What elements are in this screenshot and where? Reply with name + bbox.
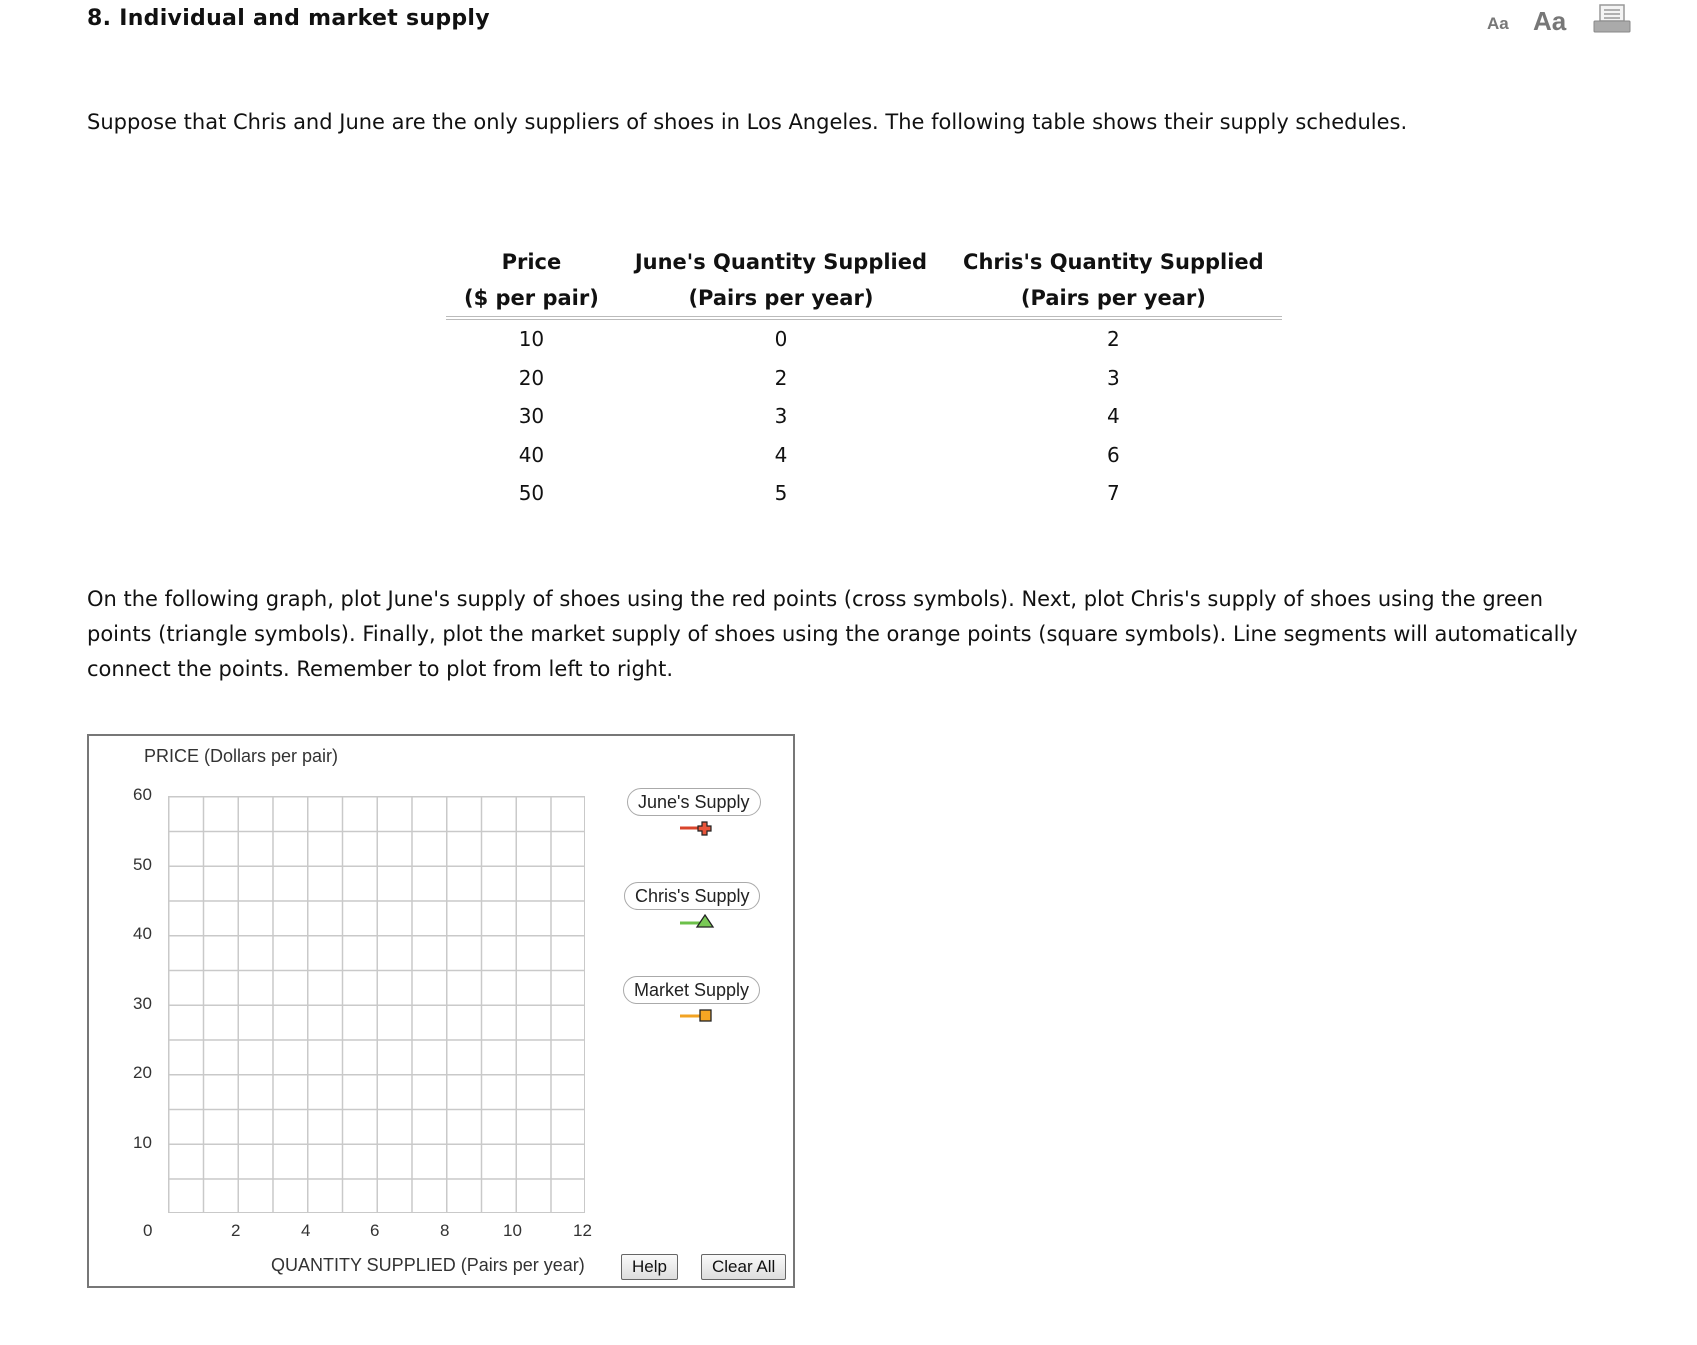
intro-text: Suppose that Chris and June are the only suppliers of shoes in Los Angeles. The following table shows their supply schedules. xyxy=(87,110,1408,134)
x-axis-label: QUANTITY SUPPLIED (Pairs per year) xyxy=(271,1255,585,1275)
chris-cell: 2 xyxy=(1107,327,1120,352)
header-chris-quantity: Chris's Quantity Supplied xyxy=(963,250,1264,274)
y-axis-label: PRICE (Dollars per pair) xyxy=(144,746,339,766)
june-cell: 2 xyxy=(774,365,788,390)
june-cell: 5 xyxy=(774,481,788,506)
green-triangle-icon[interactable] xyxy=(678,911,720,935)
instructions-text: On the following graph, plot June's supply of shoes using the red points (cross symbols). Next, plot Chris's supply of shoes using the green points (triangle symbols). Finally, plot the market supply of shoes using the orange points (square symbols). Line segments will automatically connect the points. Remember to plot from left to right. xyxy=(87,587,1578,681)
header-chris-unit: (Pairs per year) xyxy=(945,280,1282,318)
table-row xyxy=(446,359,1282,398)
price-cell: 10 xyxy=(518,327,545,352)
chris-cell: 4 xyxy=(1107,404,1120,429)
price-cell: 30 xyxy=(518,404,545,429)
header-june-quantity: June's Quantity Supplied xyxy=(634,250,928,274)
y-tick-label: 20 xyxy=(133,1063,152,1082)
help-button[interactable]: Help xyxy=(621,1254,678,1280)
legend-june-supply[interactable]: June's Supply xyxy=(627,788,761,816)
x-tick-label: 2 xyxy=(231,1221,241,1240)
legend-market-supply[interactable]: Market Supply xyxy=(623,976,760,1004)
y-tick-label: 40 xyxy=(133,924,152,943)
june-cell: 3 xyxy=(774,404,788,429)
red-cross-icon[interactable] xyxy=(678,818,720,842)
y-tick-label: 30 xyxy=(133,994,152,1013)
table-row xyxy=(446,436,1282,475)
x-tick-label: 6 xyxy=(370,1221,380,1240)
header-price: Price xyxy=(501,250,562,274)
supply-schedule-table xyxy=(446,244,1282,513)
x-tick-label: 8 xyxy=(440,1221,450,1240)
y-tick-label: 60 xyxy=(133,785,152,804)
table-row xyxy=(446,474,1282,513)
chris-cell: 6 xyxy=(1107,442,1120,467)
question-title: 8. Individual and market supply xyxy=(87,6,490,31)
legend-chris-supply[interactable]: Chris's Supply xyxy=(624,882,760,910)
font-size-small-button[interactable]: Aa xyxy=(1487,14,1509,33)
y-tick-label: 0 xyxy=(143,1221,153,1240)
june-cell: 4 xyxy=(774,442,788,467)
plot-area[interactable] xyxy=(168,796,585,1213)
header-price-unit: ($ per pair) xyxy=(446,280,617,318)
table-row xyxy=(446,318,1282,359)
x-tick-label: 10 xyxy=(503,1221,522,1240)
x-tick-label: 4 xyxy=(301,1221,311,1240)
header-june-unit: (Pairs per year) xyxy=(617,280,945,318)
price-cell: 20 xyxy=(518,365,545,390)
chris-cell: 7 xyxy=(1107,481,1120,506)
print-icon[interactable] xyxy=(1593,4,1631,34)
font-size-large-button[interactable]: Aa xyxy=(1533,6,1567,36)
price-cell: 40 xyxy=(518,442,545,467)
clear-all-button[interactable]: Clear All xyxy=(701,1254,786,1280)
table-row xyxy=(446,397,1282,436)
orange-square-icon[interactable] xyxy=(678,1006,720,1030)
y-tick-label: 50 xyxy=(133,855,152,874)
x-tick-label: 12 xyxy=(573,1221,592,1240)
june-cell: 0 xyxy=(774,327,788,352)
chris-cell: 3 xyxy=(1107,365,1120,390)
y-tick-label: 10 xyxy=(133,1133,152,1152)
price-cell: 50 xyxy=(518,481,545,506)
graph-panel xyxy=(87,734,795,1288)
